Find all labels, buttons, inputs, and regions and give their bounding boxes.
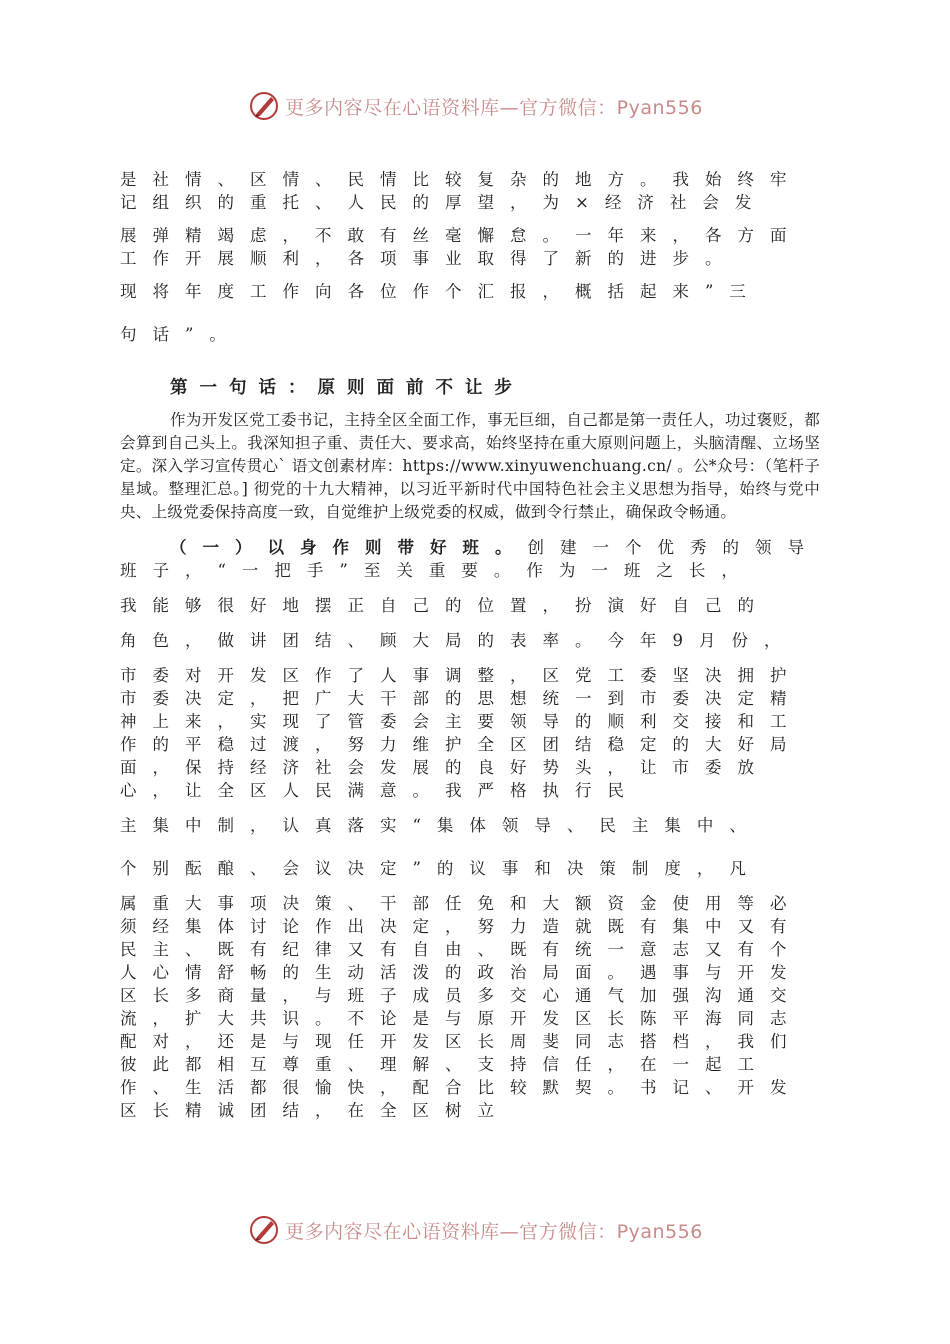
header-banner [0, 86, 950, 126]
subsection-lead: （一）以身作则带好班。 [170, 538, 528, 557]
pen-logo-icon [247, 1213, 281, 1247]
pen-logo-icon [247, 89, 281, 123]
body-line: 主集中制，认真落实“集体领导、民主集中、 [120, 816, 762, 835]
intro-paragraph: 句话”。 [120, 325, 242, 344]
subsection-paragraph [120, 536, 820, 582]
intro-paragraph: 现将年度工作向各位作个汇报，概括起来”三 [120, 282, 762, 301]
section-heading: 第一句话：原则面前不让步 [170, 378, 524, 398]
body-line: 个别酝酿、会议决定”的议事和决策制度，凡 [120, 859, 762, 878]
intro-paragraph: 是社情、区情、民情比较复杂的地方。我始终牢记组织的重托、人民的厚望，为×经济社会发 [120, 170, 803, 212]
footer-banner [0, 1210, 950, 1250]
banner-text: 更多内容尽在心语资料库—官方微信：Pyan556 [285, 96, 703, 119]
document-body [120, 168, 820, 1122]
body-paragraph: 作为开发区党工委书记，主持全区全面工作，事无巨细，自己都是第一责任人，功过褒贬，都会算到自己头上。我深知担子重、责任大、要求高，始终坚持在重大原则问题上，头脑清醒、立场坚定。深入学习宣传贯心` 语文创素材库：https://www.xinyuwenchuang.cn/ 。公*众号：（笔杆子星域。整理汇总。] 彻党的十九大精神，以习近平新时代中国特色社会主义思想为指导，始终与党中央、上级党委保持高度一致，自觉维护上级党委的权威，做到令行禁止，确保政令畅通。 [120, 411, 820, 521]
banner-text: 更多内容尽在心语资料库—官方微信：Pyan556 [285, 1220, 703, 1243]
intro-paragraph: 展弹精竭虑，不敢有丝毫懈怠。一年来，各方面工作开展顺利，各项事业取得了新的进步。 [120, 226, 803, 268]
body-line: 角色，做讲团结、顾大局的表率。今年9月份， [120, 631, 797, 650]
body-paragraph: 市委对开发区作了人事调整，区党工委坚决拥护市委决定，把广大干部的思想统一到市委决定精神上来，实现了管委会主要领导的顺利交接和工作的平稳过渡，努力维护全区团结稳定的大好局面，保持经济社会发展的良好势头，让市委放心，让全区人民满意。我严格执行民 [120, 666, 803, 800]
body-paragraph: 属重大事项决策、干部任免和大额资金使用等必须经集体讨论作出决定，努力造就既有集中又有民主、既有纪律又有自由、既有统一意志又有个人心情舒畅的生动活泼的政治局面。遇事与开发区长多商量，与班子成员多交心通气加强沟通交流，扩大共识。不论是与原开发区长陈平海同志配对，还是与现任开发区长周斐同志搭档，我们彼此都相互尊重、理解、支持信任，在一起工作、生活都很愉快，配合比较默契。书记、开发区长精诚团结，在全区树立 [120, 894, 803, 1120]
body-line: 我能够很好地摆正自己的位置，扮演好自己的 [120, 596, 770, 615]
subsection-text: 创建一个优秀的领导班子，“一把手”至关重要。作为一班之长， [120, 538, 820, 580]
